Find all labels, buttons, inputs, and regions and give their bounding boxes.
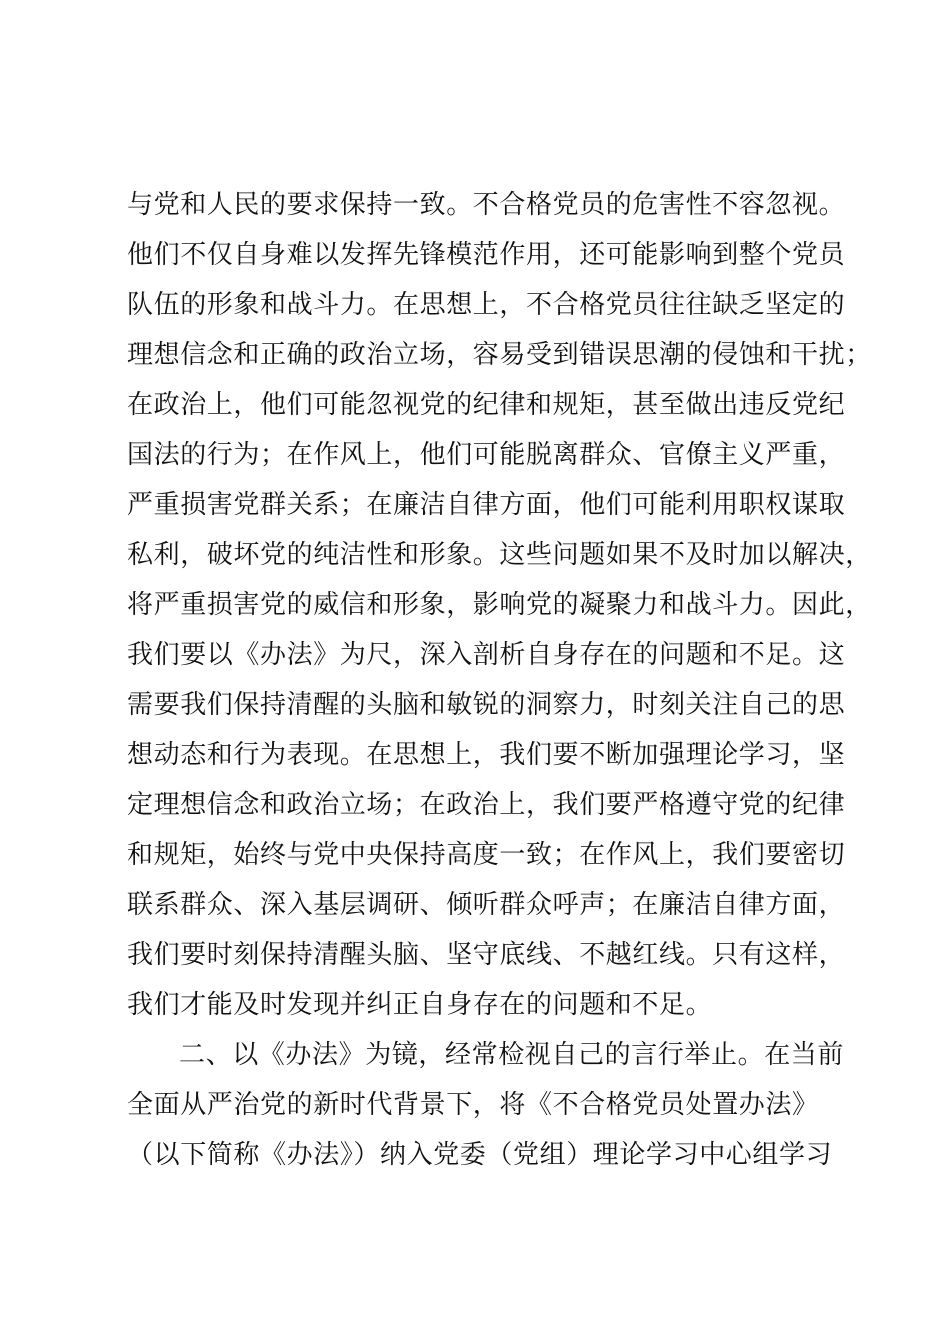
- text-line: 队伍的形象和战斗力。在思想上，不合格党员往往缺乏坚定的: [127, 290, 846, 320]
- text-line: 我们要时刻保持清醒头脑、坚守底线、不越红线。只有这样，: [127, 940, 846, 970]
- text-line: 全面从严治党的新时代背景下，将《不合格党员处置办法》: [127, 1090, 819, 1120]
- text-line: 和规矩，始终与党中央保持高度一致；在作风上，我们要密切: [127, 840, 846, 870]
- body-text: [127, 180, 872, 1180]
- text-line: 在政治上，他们可能忽视党的纪律和规矩，甚至做出违反党纪: [127, 390, 846, 420]
- text-line: 与党和人民的要求保持一致。不合格党员的危害性不容忽视。: [127, 190, 846, 220]
- text-line: 严重损害党群关系；在廉洁自律方面，他们可能利用职权谋取: [127, 490, 846, 520]
- text-line: 定理想信念和政治立场；在政治上，我们要严格遵守党的纪律: [127, 790, 846, 820]
- text-line: 私利，破坏党的纯洁性和形象。这些问题如果不及时加以解决，: [127, 540, 872, 570]
- text-line: 理想信念和正确的政治立场，容易受到错误思潮的侵蚀和干扰；: [127, 340, 872, 370]
- text-line: 国法的行为；在作风上，他们可能脱离群众、官僚主义严重，: [127, 440, 846, 470]
- text-line: 需要我们保持清醒的头脑和敏锐的洞察力，时刻关注自己的思: [127, 690, 846, 720]
- text-line: 联系群众、深入基层调研、倾听群众呼声；在廉洁自律方面，: [127, 890, 846, 920]
- text-line: （以下简称《办法》）纳入党委（党组）理论学习中心组学习: [127, 1140, 833, 1170]
- text-line: 他们不仅自身难以发挥先锋模范作用，还可能影响到整个党员: [127, 240, 846, 270]
- text-line: 我们才能及时发现并纠正自身存在的问题和不足。: [127, 990, 713, 1020]
- section-heading-line: 二、以《办法》为镜，经常检视自己的言行举止。在当前: [179, 1040, 845, 1070]
- text-line: 想动态和行为表现。在思想上，我们要不断加强理论学习，坚: [127, 740, 846, 770]
- text-line: 将严重损害党的威信和形象，影响党的凝聚力和战斗力。因此，: [127, 590, 872, 620]
- text-line: 我们要以《办法》为尺，深入剖析自身存在的问题和不足。这: [127, 640, 846, 670]
